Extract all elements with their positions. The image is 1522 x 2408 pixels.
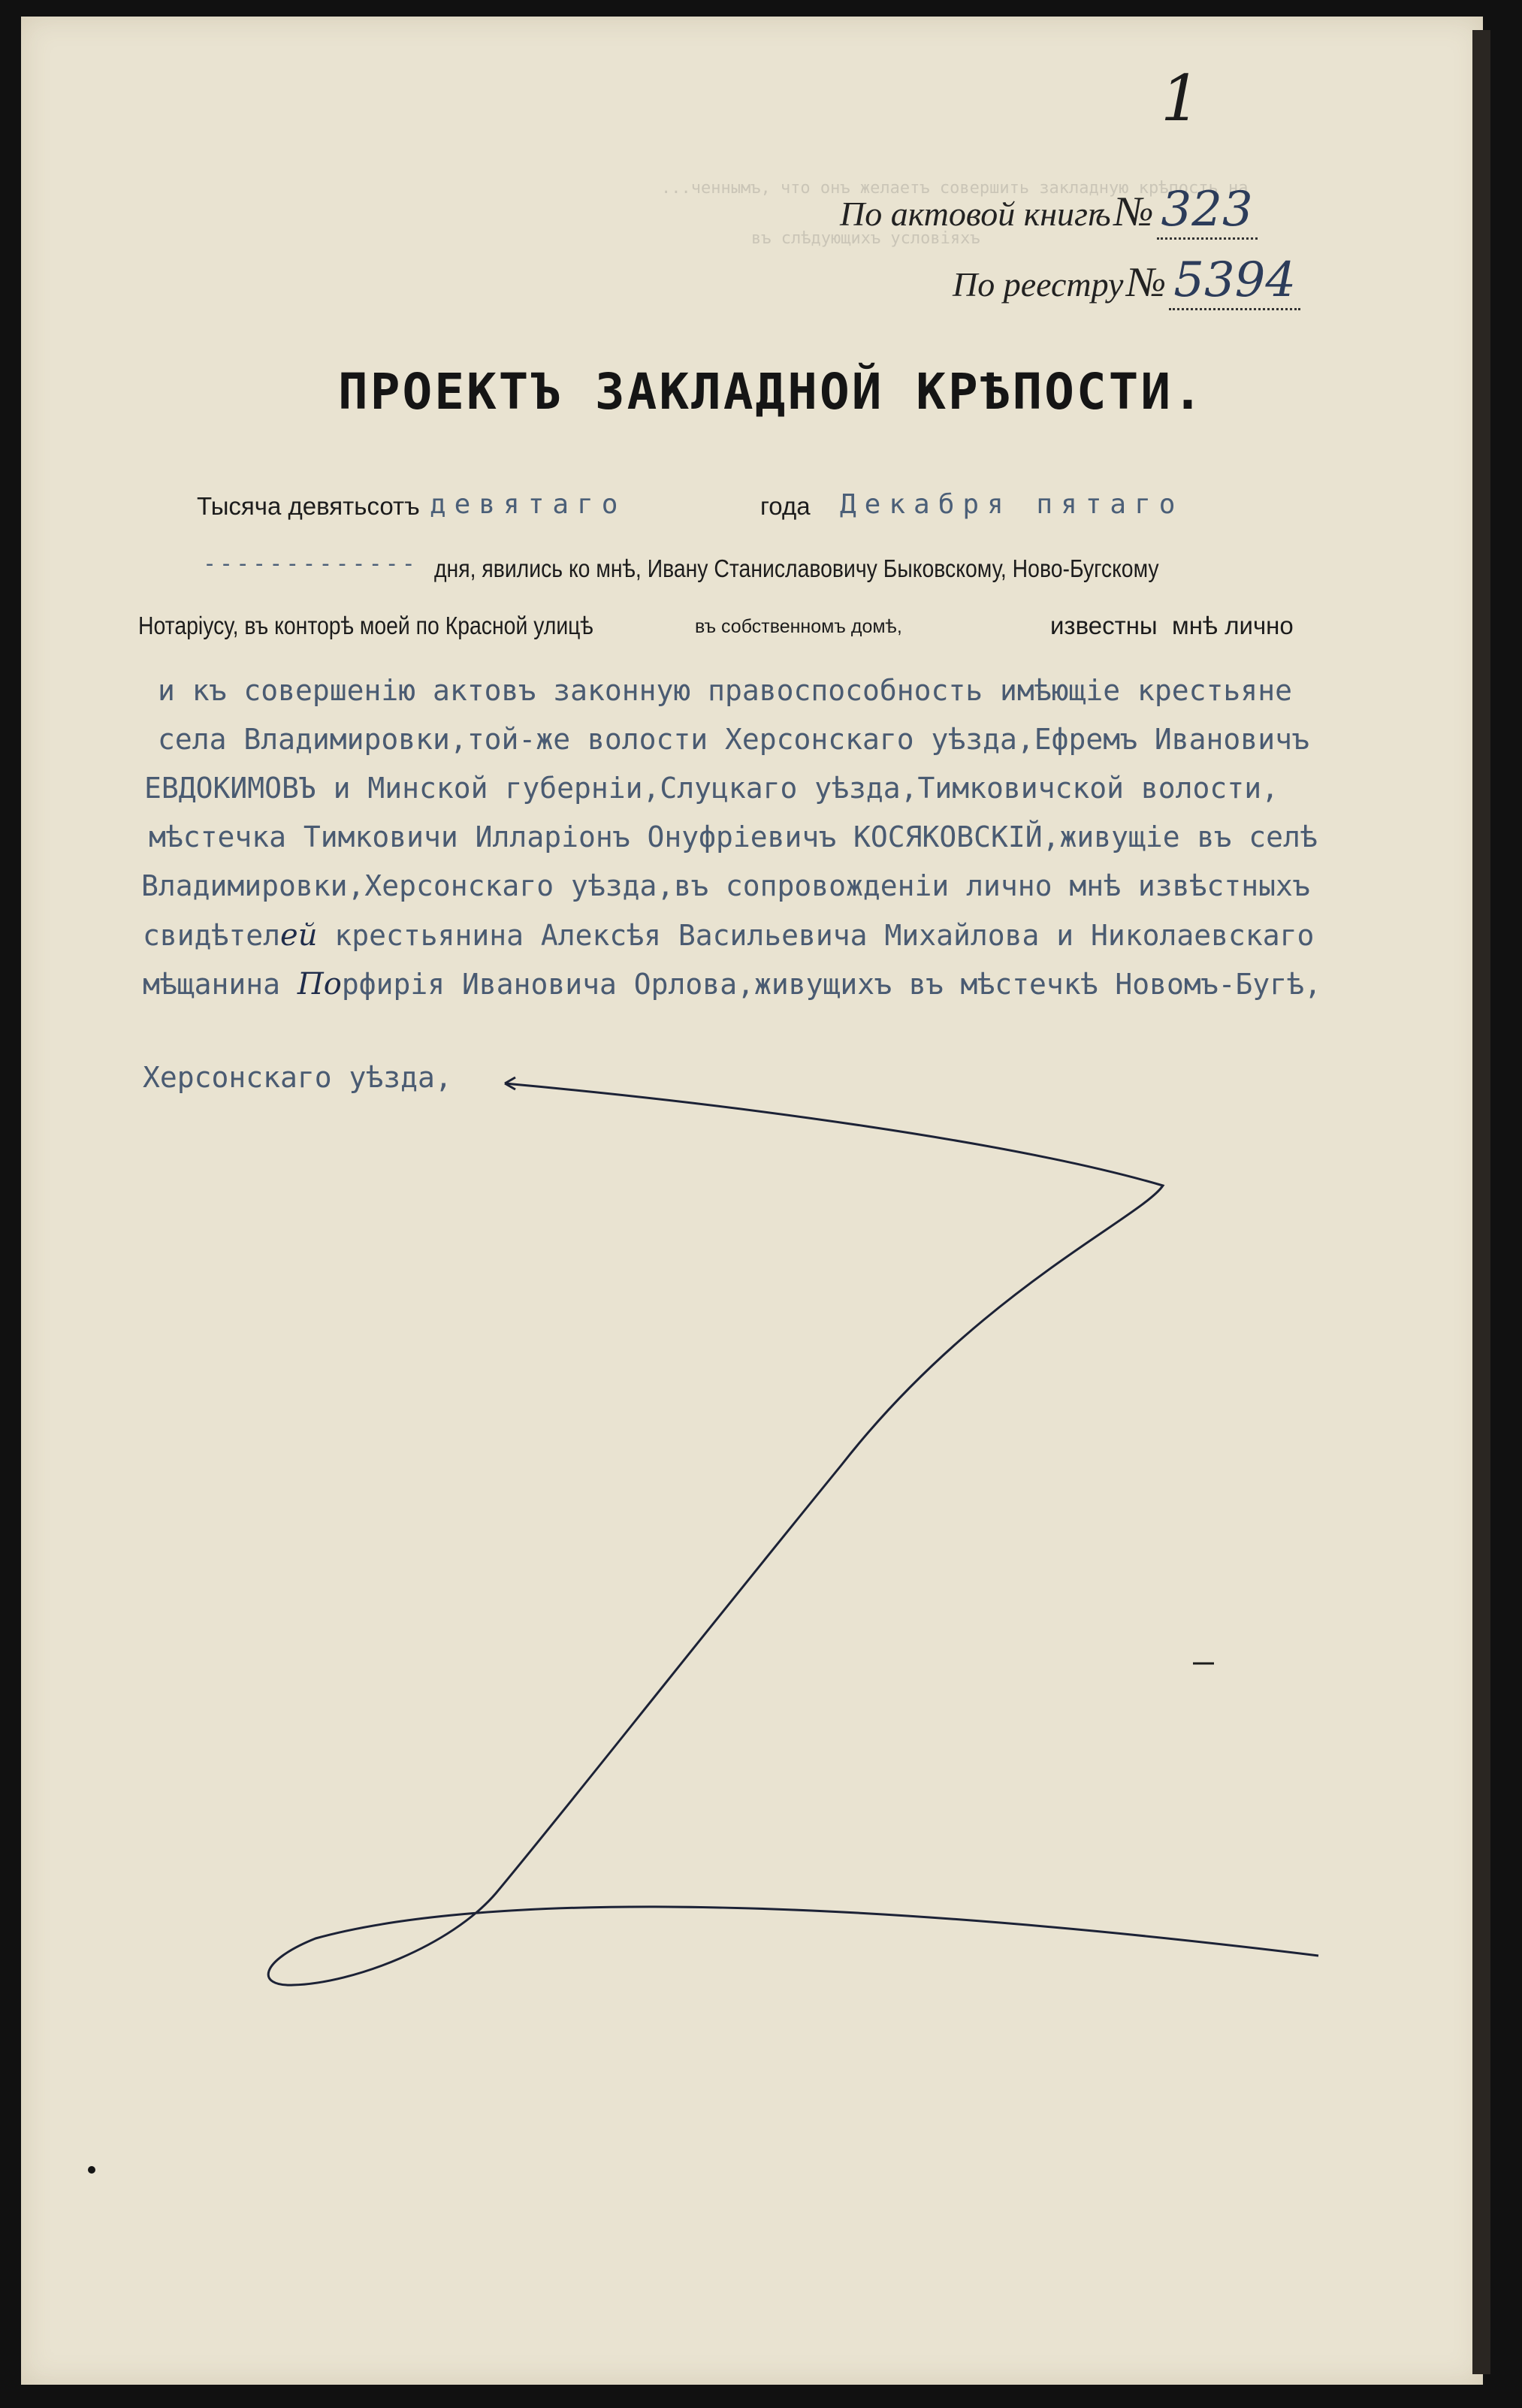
handwritten-correction-ey: ей bbox=[280, 918, 318, 953]
body-line-7-start: мѣщанина bbox=[143, 968, 297, 1001]
register-label: По реестру bbox=[953, 265, 1124, 304]
act-book-number-sign: № bbox=[1113, 189, 1154, 235]
register-number-sign: № bbox=[1126, 259, 1167, 306]
body-line-8: Херсонскаго уѣзда, bbox=[143, 1061, 452, 1094]
document-title: ПРОЕКТЪ ЗАКЛАДНОЙ КРѢПОСТИ. bbox=[338, 363, 1205, 421]
body-line-7-end: рфирія Ивановича Орлова,живущихъ въ мѣстечкѣ Новомъ-Бугѣ, bbox=[341, 968, 1321, 1001]
act-book-label: По актовой книгѣ bbox=[840, 195, 1111, 233]
register-value: 5394 bbox=[1169, 252, 1300, 310]
bleed-through-text-1: ...ченнымъ, что онъ желаетъ совершить закладную крѣпость на bbox=[661, 179, 1249, 198]
body-line-3: ЕВДОКИМОВЪ и Минской губерніи,Слуцкаго уѣзда,Тимковичской волости, bbox=[144, 772, 1279, 805]
body-line-4: мѣстечка Тимковичи Илларіонъ Онуфріевичъ КОСЯКОВСКІЙ,живущіе въ селѣ bbox=[149, 820, 1318, 854]
page-number: 1 bbox=[1161, 62, 1201, 135]
handwritten-correction-po: По bbox=[297, 967, 342, 1002]
body-line-6-end: крестьянина Алексѣя Васильевича Михайлова и Николаевскаго bbox=[317, 919, 1315, 952]
act-book-value: 323 bbox=[1157, 182, 1258, 240]
form-line-3-office: Нотаріусу, въ конторѣ моей по Красной улицѣ bbox=[138, 612, 593, 639]
form-year-fill: девятаго bbox=[430, 489, 627, 520]
form-line-3-home: въ собственномъ домѣ, bbox=[695, 616, 902, 637]
form-day-blank: ------------- bbox=[203, 551, 418, 577]
body-line-6-start: свидѣтел bbox=[143, 919, 281, 952]
form-year-prefix: Тысяча девятьсотъ bbox=[197, 492, 420, 520]
form-line-2: дня, явились ко мнѣ, Ивану Станиславовичу Быковскому, Ново-Бугскому bbox=[434, 554, 1159, 582]
form-date-fill: Декабря пятаго bbox=[840, 489, 1184, 520]
form-year-word: года bbox=[760, 492, 811, 520]
bleed-through-text-2: въ слѣдующихъ условіяхъ bbox=[751, 229, 980, 248]
form-line-3-personally: мнѣ лично bbox=[1172, 612, 1294, 639]
body-line-2: села Владимировки,той-же волости Херсонскаго уѣзда,Ефремъ Ивановичъ bbox=[158, 723, 1309, 756]
body-line-1: и къ совершенію актовъ законную правоспособность имѣющіе крестьяне bbox=[158, 674, 1292, 707]
form-line-3-known: известны bbox=[1050, 612, 1158, 639]
body-line-5: Владимировки,Херсонскаго уѣзда,въ сопровожденіи лично мнѣ извѣстныхъ bbox=[141, 869, 1310, 902]
